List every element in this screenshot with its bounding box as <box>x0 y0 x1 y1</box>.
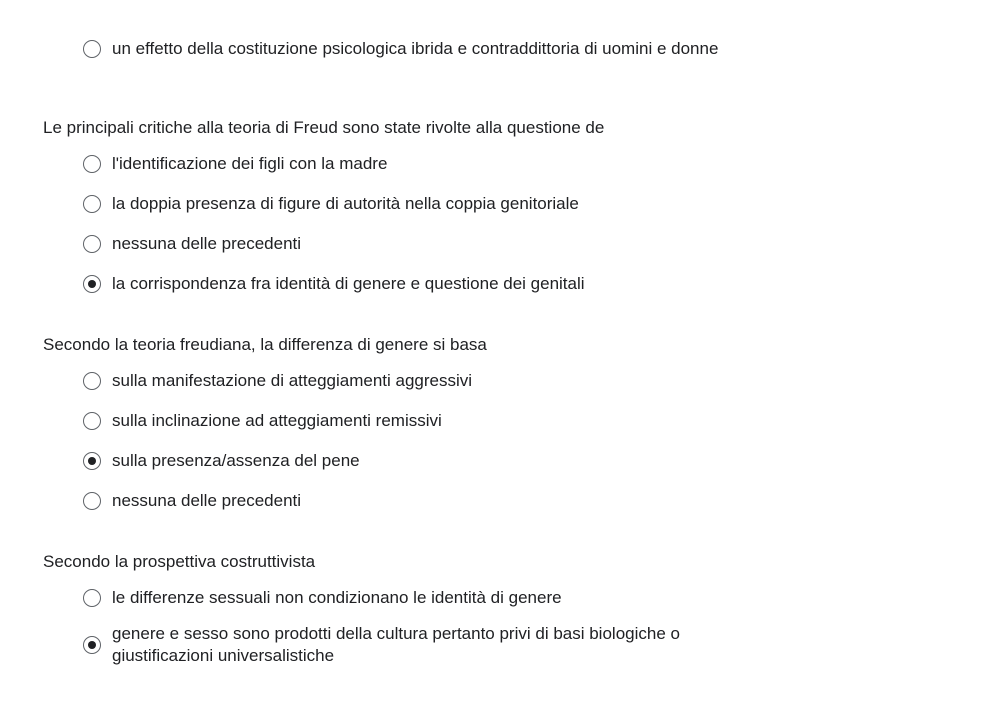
option-label: la doppia presenza di figure di autorità nella coppia genitoriale <box>112 194 579 213</box>
option-label: sulla inclinazione ad atteggiamenti remissivi <box>112 411 442 430</box>
answer-option[interactable] <box>83 450 723 472</box>
answer-option[interactable] <box>83 587 723 609</box>
answer-option[interactable] <box>83 273 723 295</box>
radio-button-icon[interactable] <box>83 492 101 510</box>
radio-button-icon[interactable] <box>83 412 101 430</box>
radio-button-selected-icon[interactable] <box>83 452 101 470</box>
question-text: Secondo la prospettiva costruttivista <box>43 552 316 571</box>
option-label: l'identificazione dei figli con la madre <box>112 154 388 173</box>
radio-button-icon[interactable] <box>83 195 101 213</box>
answer-option[interactable] <box>83 38 723 60</box>
answer-option[interactable] <box>83 490 723 512</box>
answer-option[interactable] <box>83 153 723 175</box>
radio-button-icon[interactable] <box>83 155 101 173</box>
radio-button-icon[interactable] <box>83 589 101 607</box>
radio-button-icon[interactable] <box>83 235 101 253</box>
option-label: le differenze sessuali non condizionano le identità di genere <box>112 588 562 607</box>
question-text: Le principali critiche alla teoria di Freud sono state rivolte alla questione de <box>43 118 605 137</box>
radio-button-icon[interactable] <box>83 40 101 58</box>
radio-button-icon[interactable] <box>83 372 101 390</box>
question-text: Secondo la teoria freudiana, la differenza di genere si basa <box>43 335 487 354</box>
answer-option[interactable] <box>83 623 723 667</box>
option-label: la corrispondenza fra identità di genere e questione dei genitali <box>112 274 585 293</box>
answer-option[interactable] <box>83 193 723 215</box>
option-label: nessuna delle precedenti <box>112 491 302 510</box>
option-label: sulla manifestazione di atteggiamenti aggressivi <box>112 371 473 390</box>
option-label: un effetto della costituzione psicologica ibrida e contraddittoria di uomini e donne <box>112 39 719 58</box>
option-label: sulla presenza/assenza del pene <box>112 451 360 470</box>
radio-button-selected-icon[interactable] <box>83 275 101 293</box>
answer-option[interactable] <box>83 233 723 255</box>
option-label: nessuna delle precedenti <box>112 234 302 253</box>
answer-option[interactable] <box>83 410 723 432</box>
radio-button-selected-icon[interactable] <box>83 636 101 654</box>
answer-option[interactable] <box>83 370 723 392</box>
option-label: genere e sesso sono prodotti della cultura pertanto privi di basi biologiche o giustificazioni universalistiche <box>112 624 680 665</box>
